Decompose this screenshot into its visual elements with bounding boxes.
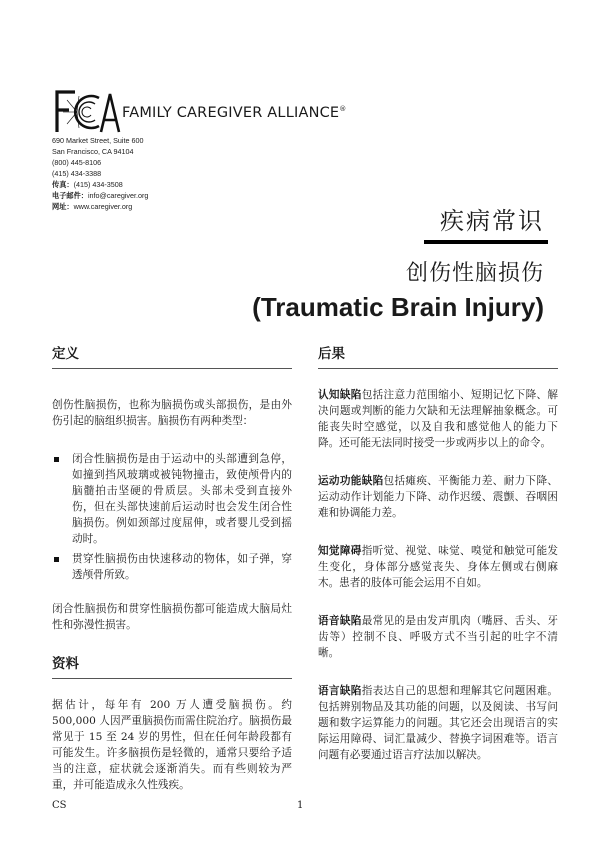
consequence-item: 语言缺陷指表达自己的思想和理解其它问题困难。包括辨别物品及其功能的问题，以及阅读、书写问题和数字运算能力的问题。其它还会出现语言的实际运用障碍、词汇量减少、替换字词困难等。语言问题有必要通过语言疗法加以解决。: [318, 685, 559, 761]
footer-code: CS: [52, 800, 67, 811]
contact-block: [52, 135, 148, 212]
bullet-icon: [54, 457, 59, 462]
page-title-en: (Traumatic Brain Injury): [252, 292, 544, 322]
fca-logo: [55, 88, 121, 134]
address-line: 690 Market Street, Suite 600: [52, 136, 144, 145]
consequence-item: 运动功能缺陷包括瘫痪、平衡能力差、耐力下降、运动动作计划能力下降、动作迟缓、震颤、吞咽困难和协调能力差。: [318, 475, 559, 519]
address-line: (800) 445-8106: [52, 158, 102, 167]
bullet-icon: [54, 557, 59, 562]
org-name: FAMILY CAREGIVER ALLIANCE®: [122, 105, 347, 121]
consequence-item: 知觉障碍指听觉、视觉、味觉、嗅觉和触觉可能发生变化，身体部分感觉丧失、身体左侧或右侧麻木。患者的肢体可能会运用不自如。: [318, 545, 559, 589]
definition-closing: 闭合性脑损伤和贯穿性脑损伤都可能造成大脑局灶性和弥漫性损害。: [52, 603, 292, 631]
consequence-item: 语音缺陷最常见的是由发声肌肉（嘴唇、舌头、牙齿等）控制不良、呼吸方式不当引起的吐字不清晰。: [318, 615, 559, 659]
injury-types-list: [52, 451, 292, 583]
list-item: 闭合性脑损伤是由于运动中的头部遭到急停，如撞到挡风玻璃或被钝物撞击，致使颅骨内的脑髓拍击坚硬的骨质层。头部未受到直接外伤，但在头部快速前后运动时也会发生闭合性脑损伤。例如颈部过度屈伸，或者婴儿受到摇动时。: [52, 451, 292, 547]
consequence-item: 认知缺陷包括注意力范围缩小、短期记忆下降、解决问题或判断的能力欠缺和无法理解抽象概念。可能丧失时空感觉，以及自我和感觉他人的能力下降。还可能无法同时接受一步或两步以上的命令。: [318, 389, 559, 449]
consequences-heading: 后果: [318, 345, 558, 369]
address-line: San Francisco, CA 94104: [52, 147, 134, 156]
definition-heading: 定义: [52, 345, 292, 369]
series-rule: [424, 240, 548, 244]
fax-line: 传真：(415) 434-3508: [52, 180, 123, 189]
email-line[interactable]: 电子邮件：info@caregiver.org: [52, 191, 149, 200]
page-number: 1: [297, 800, 304, 811]
left-column: [52, 345, 292, 793]
definition-text: 创伤性脑损伤，也称为脑损伤或头部损伤，是由外伤引起的脑组织损害。脑损伤有两种类型：: [52, 399, 292, 427]
facts-text: 据估计，每年有 200 万人遭受脑损伤。约 500,000 人因严重脑损伤而需住院治疗。脑损伤最常见于 15 至 24 岁的男性，但在任何年龄段都有可能发生。许多脑损伤是轻微的，通常只要给予适当的注意，症状就会逐渐消失。而有些则较为严重，并可能造成永久性残疾。: [52, 699, 292, 791]
address-line: (415) 434-3388: [52, 169, 102, 178]
facts-heading: 资料: [52, 655, 292, 679]
series-title: 疾病常识: [440, 207, 544, 235]
page-title-cn: 创伤性脑损伤: [405, 261, 544, 286]
web-line[interactable]: 网址：www.caregiver.org: [52, 202, 133, 211]
right-column: [318, 345, 558, 763]
list-item: 贯穿性脑损伤由快速移动的物体，如子弹，穿透颅骨所致。: [52, 551, 292, 583]
